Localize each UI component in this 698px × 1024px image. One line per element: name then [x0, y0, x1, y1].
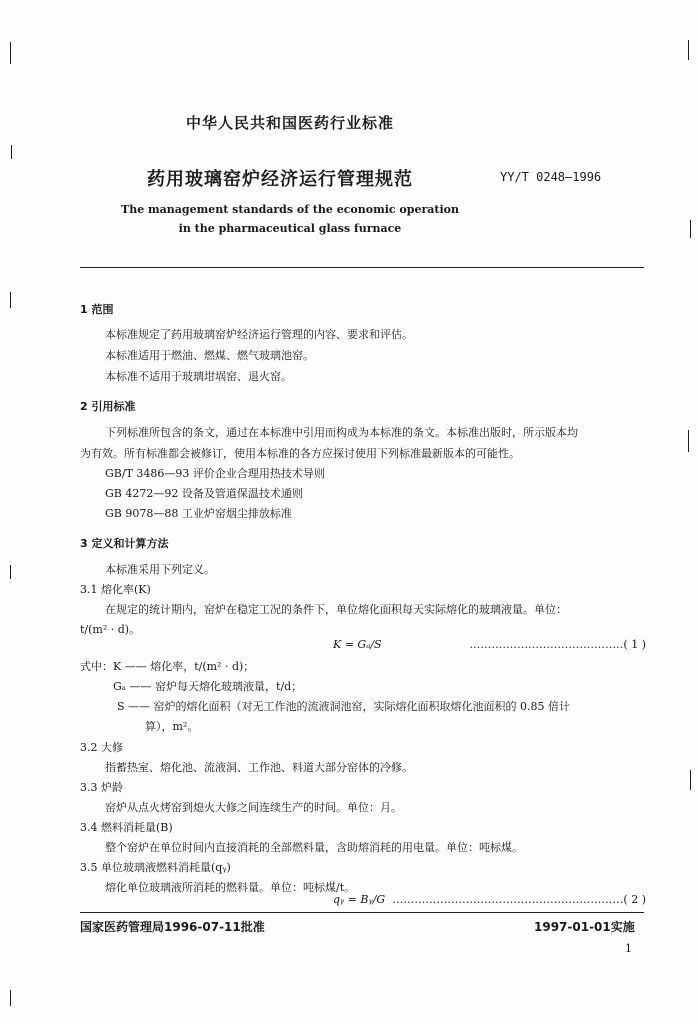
- section1-line: 本标准适用于燃油、燃煤、燃气玻璃池窑。: [105, 349, 314, 362]
- subsection-3-2-text: 指蓄热室、熔化池、流液洞、工作池、料道大部分窑体的冷修。: [105, 761, 413, 774]
- organization-title: 中华人民共和国医药行业标准: [185, 114, 394, 132]
- section1-line: 本标准规定了药用玻璃窑炉经济运行管理的内容、要求和评估。: [105, 328, 413, 341]
- where-g: Gₐ —— 窑炉每天熔化玻璃液量，t/d；: [113, 680, 303, 693]
- page-number: 1: [625, 942, 632, 955]
- section2-paragraph-line1: 下列标准所包含的条文，通过在本标准中引用而构成为本标准的条文。本标准出版时，所示版本均: [105, 426, 578, 439]
- scan-mark: [10, 565, 11, 579]
- section3-heading: 3 定义和计算方法: [80, 537, 169, 550]
- english-title-line1: The management standards of the economic operation: [121, 203, 459, 216]
- subsection-3-4-text: 整个窑炉在单位时间内直接消耗的全部燃料量，含助熔消耗的用电量。单位：吨标煤。: [105, 841, 523, 854]
- scan-mark: [10, 42, 11, 64]
- where-k: 式中：K —— 熔化率，t/(m² · d)；: [80, 660, 255, 673]
- scan-mark: [690, 770, 691, 790]
- subsection-3-5-text: 熔化单位玻璃液所消耗的燃料量。单位：吨标煤/t。: [105, 881, 356, 894]
- english-title-line2: in the pharmaceutical glass furnace: [178, 222, 402, 235]
- footer-divider: [80, 912, 644, 913]
- subsection-3-1-unit: t/(m² · d)。: [80, 623, 141, 636]
- where-s-line2: 算），m²。: [145, 720, 199, 733]
- formula-1-number: ……………………………………( 1 ): [469, 638, 646, 651]
- section1-line: 本标准不适用于玻璃坩埚窑、退火窑。: [105, 370, 292, 383]
- scan-mark: [11, 145, 12, 159]
- document-title: 药用玻璃窑炉经济运行管理规范: [147, 169, 413, 190]
- reference-item: GB/T 3486—93 评价企业合理用热技术导则: [105, 467, 325, 480]
- subsection-3-1-text: 在规定的统计期内，窑炉在稳定工况的条件下，单位熔化面积每天实际熔化的玻璃液量。单位：: [105, 603, 567, 616]
- scan-mark: [690, 220, 691, 238]
- section1-heading: 1 范围: [80, 303, 114, 316]
- reference-item: GB 9078—88 工业炉窑烟尘排放标准: [105, 507, 292, 520]
- scan-mark: [688, 40, 689, 60]
- formula-2: qᵧ = Bᵧ/G: [333, 893, 386, 906]
- standard-code: YY/T 0248—1996: [500, 170, 602, 184]
- section3-intro: 本标准采用下列定义。: [105, 563, 215, 576]
- section2-heading: 2 引用标准: [80, 400, 136, 413]
- formula-1: K = Gₐ/S: [333, 638, 382, 651]
- section2-paragraph-line2: 为有效。所有标准都会被修订，使用本标准的各方应探讨使用下列标准最新版本的可能性。: [80, 447, 520, 460]
- subsection-3-4-title: 3.4 燃料消耗量(B): [80, 821, 173, 834]
- reference-item: GB 4272—92 设备及管道保温技术通则: [105, 487, 303, 500]
- subsection-3-2-title: 3.2 大修: [80, 741, 123, 754]
- header-divider: [80, 267, 644, 268]
- implementation-date: 1997-01-01实施: [534, 920, 635, 934]
- subsection-3-5-title: 3.5 单位玻璃液燃料消耗量(qᵧ): [80, 861, 231, 874]
- formula-2-number: ………………………………………………………( 2 ): [392, 893, 646, 906]
- approval-date: 国家医药管理局1996-07-11批准: [80, 920, 265, 934]
- where-s-line1: S —— 窑炉的熔化面积（对无工作池的流液洞池窑，实际熔化面积取熔化池面积的 0.85 倍计: [117, 700, 571, 713]
- scan-mark: [10, 990, 11, 1006]
- subsection-3-3-text: 窑炉从点火烤窑到熄火大修之间连续生产的时间。单位：月。: [105, 801, 402, 814]
- scan-mark: [688, 430, 689, 452]
- subsection-3-3-title: 3.3 炉龄: [80, 781, 123, 794]
- scan-mark: [10, 292, 11, 308]
- subsection-3-1-title: 3.1 熔化率(K): [80, 583, 151, 596]
